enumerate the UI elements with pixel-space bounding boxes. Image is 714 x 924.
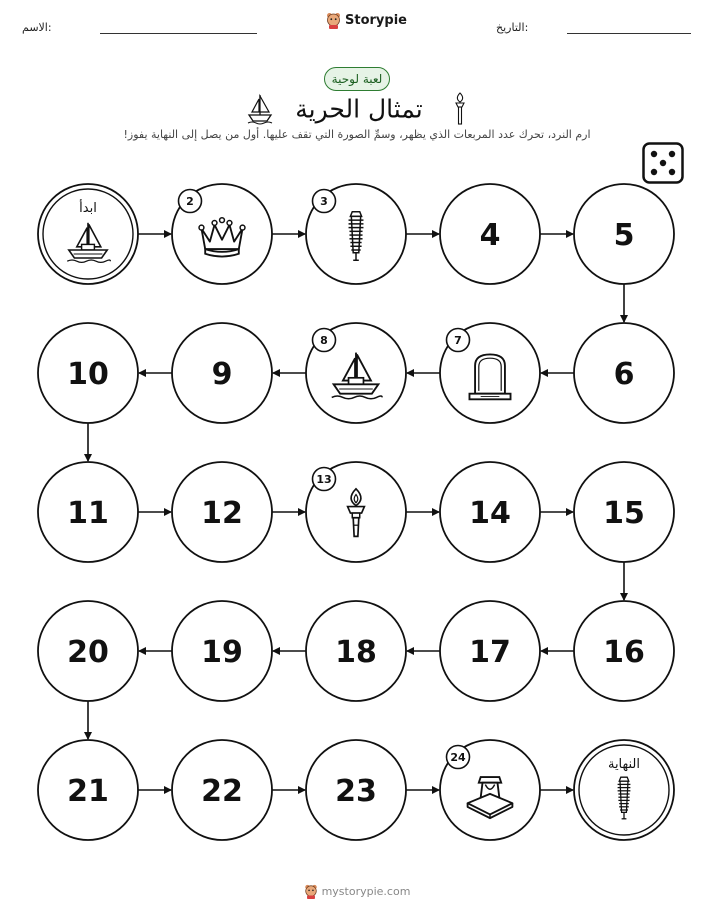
board-space-2[interactable] xyxy=(172,184,272,284)
board-space-12[interactable] xyxy=(172,462,272,562)
space-number: 17 xyxy=(469,635,511,670)
space-number: 2 xyxy=(186,195,194,208)
date-label: التاريخ: xyxy=(496,21,529,34)
instructions: ارم النرد، تحرك عدد المربعات الذي يظهر، وسمِّ الصورة التي تقف عليها. أول من يصل إلى النهاية يفوز! xyxy=(123,128,591,141)
space-number: 21 xyxy=(67,774,109,809)
board-space-1[interactable] xyxy=(38,184,138,284)
finish-label: النهاية xyxy=(607,757,641,772)
tablet-icon xyxy=(469,354,510,399)
board-space-25[interactable] xyxy=(574,740,674,840)
footer xyxy=(0,884,714,899)
storypie-mascot-icon xyxy=(304,884,318,899)
space-number: 20 xyxy=(67,635,109,670)
board-space-14[interactable] xyxy=(440,462,540,562)
board-space-9[interactable] xyxy=(172,323,272,423)
space-number: 19 xyxy=(201,635,243,670)
board-space-21[interactable] xyxy=(38,740,138,840)
title-text: تمثال الحرية xyxy=(295,94,423,124)
board-space-13[interactable] xyxy=(306,462,406,562)
board-space-6[interactable] xyxy=(574,323,674,423)
start-label: ابدأ xyxy=(79,201,97,216)
space-number: 18 xyxy=(335,635,377,670)
board-space-23[interactable] xyxy=(306,740,406,840)
board-space-22[interactable] xyxy=(172,740,272,840)
board-space-11[interactable] xyxy=(38,462,138,562)
brand-name: Storypie xyxy=(345,13,407,28)
footer-url[interactable]: mystorypie.com xyxy=(321,885,411,898)
board-space-16[interactable] xyxy=(574,601,674,701)
space-number: 12 xyxy=(201,496,243,531)
space-number: 8 xyxy=(320,334,328,347)
name-label: الاسم: xyxy=(22,21,52,34)
board-space-4[interactable] xyxy=(440,184,540,284)
space-number: 4 xyxy=(479,218,501,253)
board-space-3[interactable] xyxy=(306,184,406,284)
board-space-20[interactable] xyxy=(38,601,138,701)
space-number: 23 xyxy=(335,774,377,809)
space-number: 5 xyxy=(613,218,635,253)
space-number: 10 xyxy=(67,357,109,392)
board-space-19[interactable] xyxy=(172,601,272,701)
board-space-8[interactable] xyxy=(306,323,406,423)
space-number: 22 xyxy=(201,774,243,809)
board-space-18[interactable] xyxy=(306,601,406,701)
space-number: 11 xyxy=(67,496,109,531)
space-number: 3 xyxy=(320,195,328,208)
space-number: 16 xyxy=(603,635,645,670)
space-number: 7 xyxy=(454,334,462,347)
space-number: 9 xyxy=(211,357,233,392)
board-space-10[interactable] xyxy=(38,323,138,423)
board-space-24[interactable] xyxy=(440,740,540,840)
space-number: 14 xyxy=(469,496,511,531)
space-number: 13 xyxy=(316,473,332,486)
board-space-7[interactable] xyxy=(440,323,540,423)
category-badge: لعبة لوحية xyxy=(324,67,390,91)
board-space-17[interactable] xyxy=(440,601,540,701)
board-space-5[interactable] xyxy=(574,184,674,284)
board-space-15[interactable] xyxy=(574,462,674,562)
space-number: 6 xyxy=(613,357,635,392)
space-number: 15 xyxy=(603,496,645,531)
space-number: 24 xyxy=(450,751,466,764)
